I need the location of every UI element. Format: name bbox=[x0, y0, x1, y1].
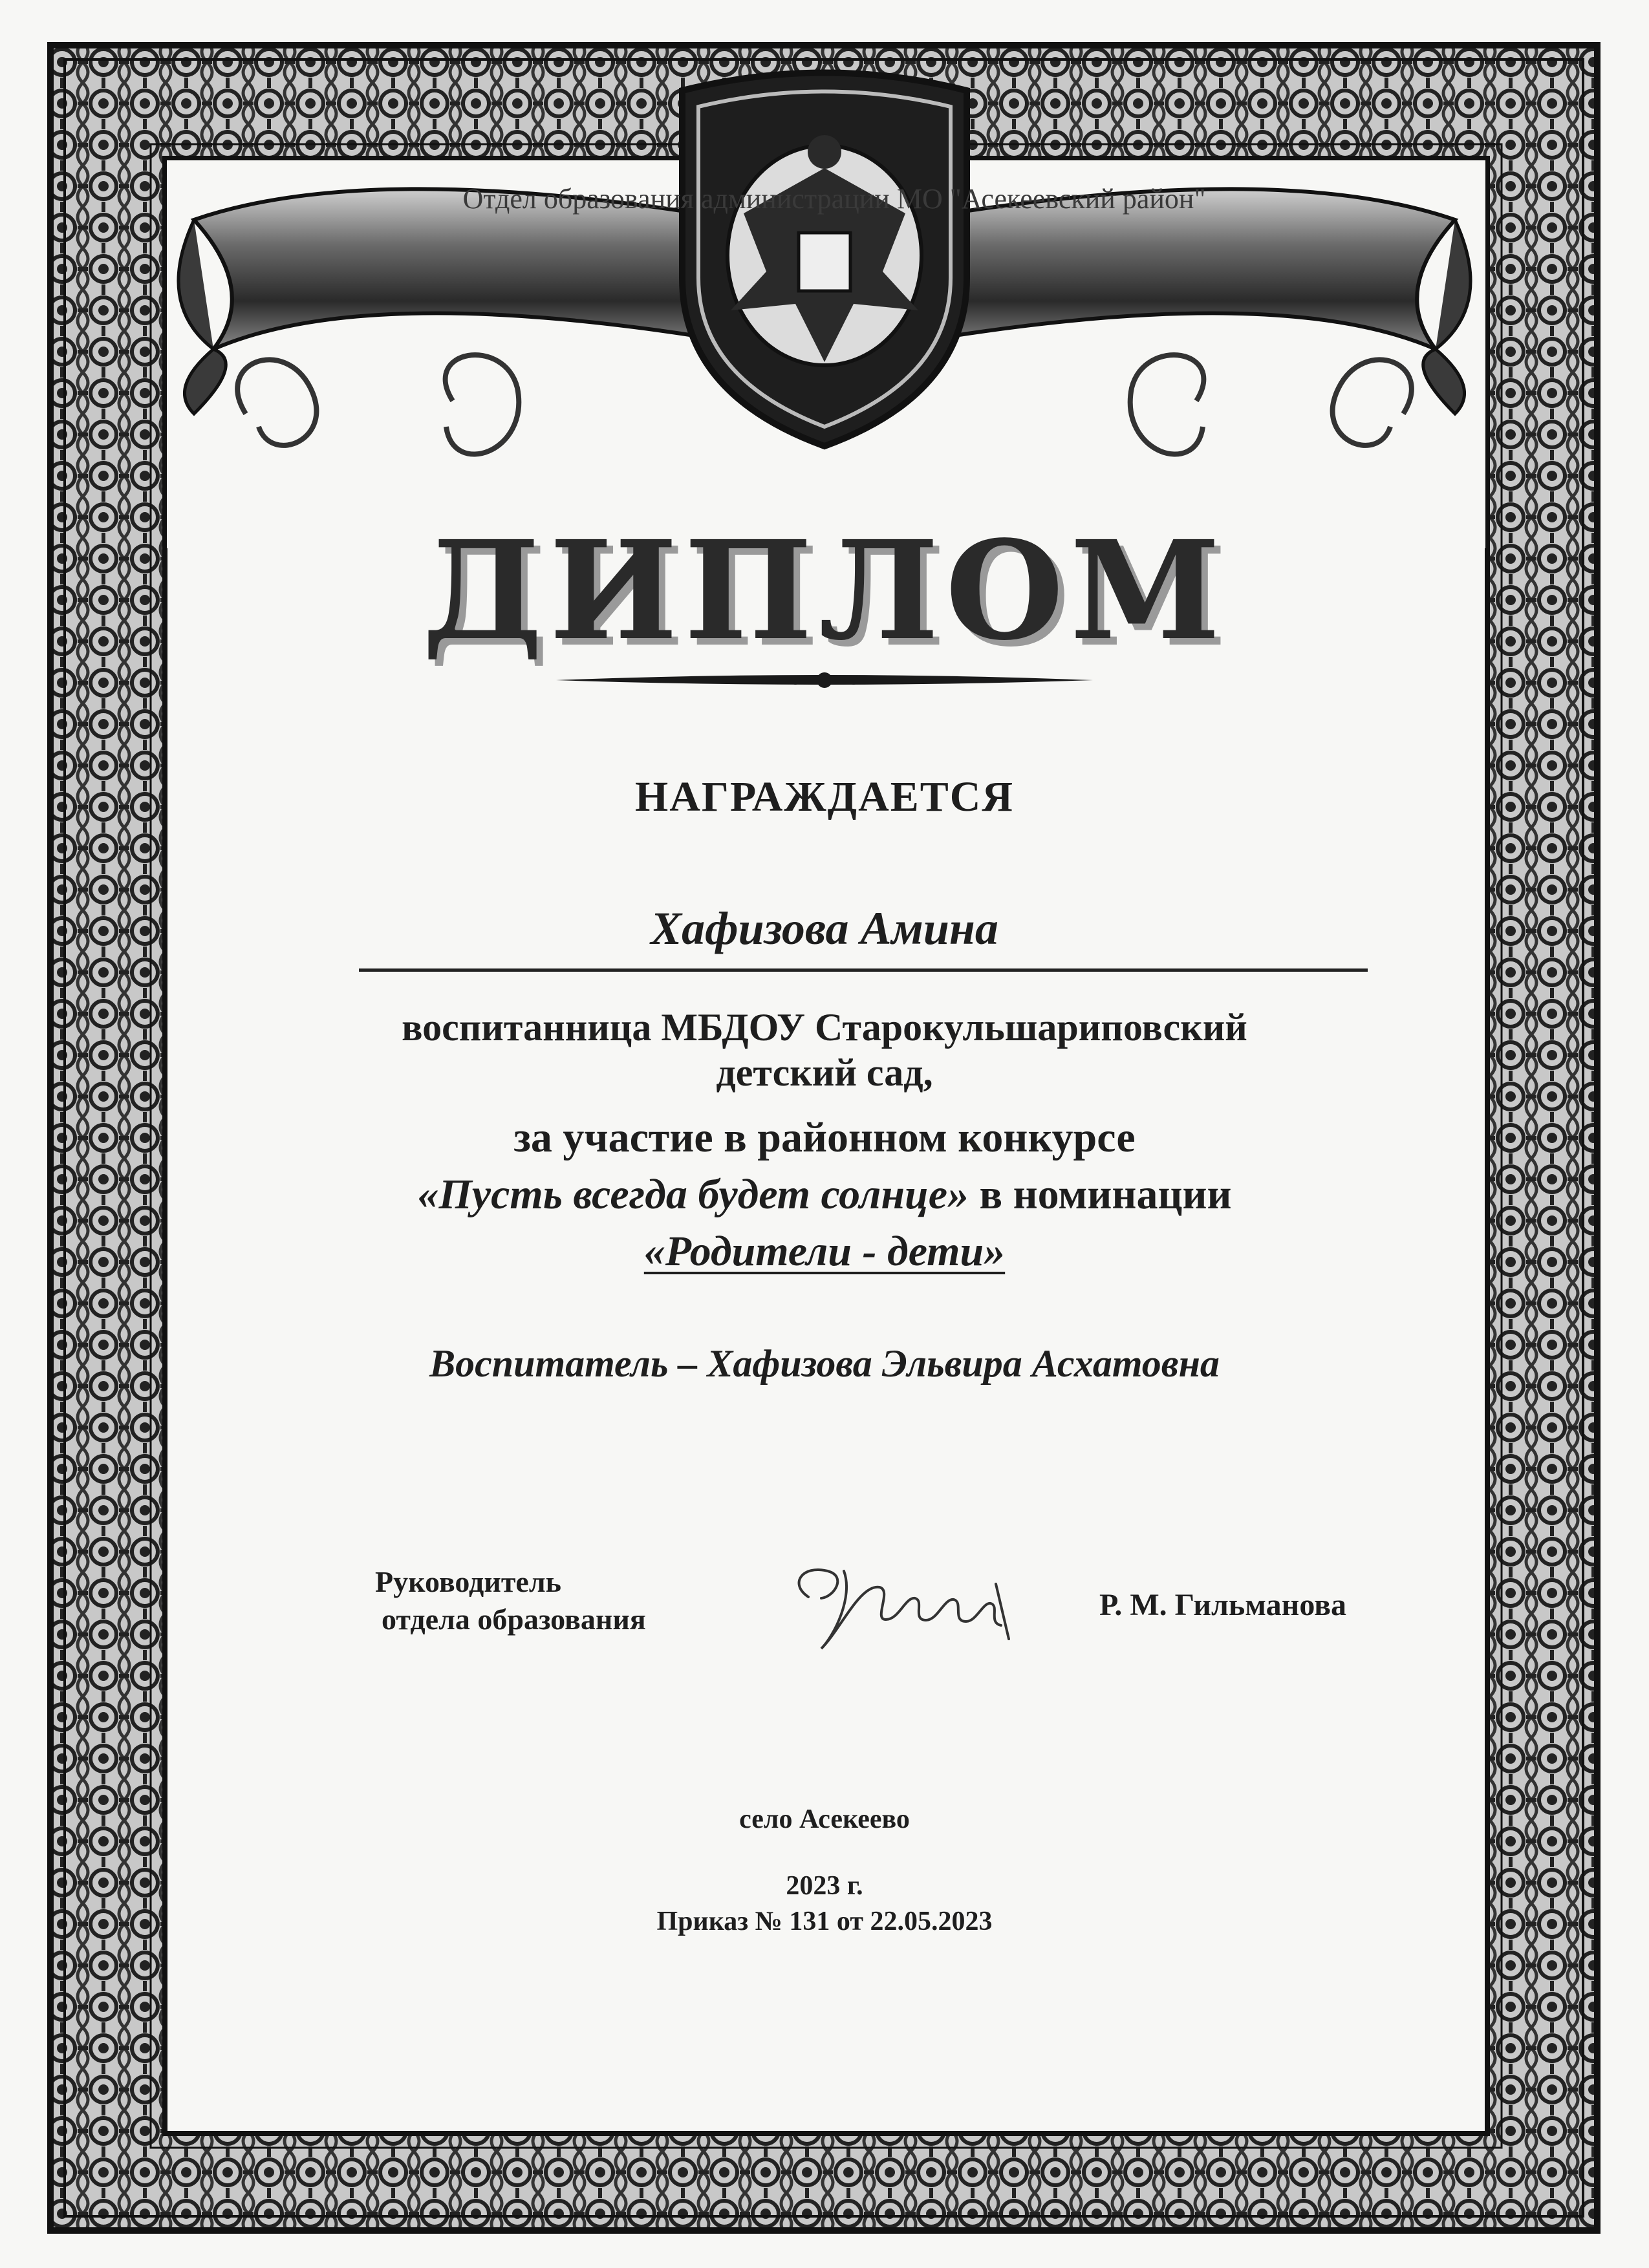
coat-of-arms-icon bbox=[682, 73, 967, 447]
issuer-header: Отдел образования администрации МО "Асекеевский район" bbox=[462, 183, 1206, 215]
teacher-line: Воспитатель – Хафизова Эльвира Асхатовна bbox=[429, 1342, 1220, 1385]
order-reference: Приказ № 131 от 22.05.2023 bbox=[656, 1907, 993, 1936]
signatory-role bbox=[375, 1563, 711, 1638]
contest-name: «Пусть всегда будет солнце» bbox=[417, 1171, 969, 1218]
description-line-4 bbox=[0, 1170, 1649, 1219]
description-line-1: воспитанница МБДОУ Старокульшариповский bbox=[402, 1006, 1247, 1049]
nomination-name: «Родители - дети» bbox=[643, 1228, 1006, 1275]
handwritten-signature bbox=[782, 1558, 1028, 1668]
signatory-role-line-2: отдела образования bbox=[382, 1603, 646, 1636]
recipient-underline bbox=[359, 968, 1368, 972]
awarded-label: НАГРАЖДАЕТСЯ bbox=[634, 773, 1015, 820]
signatory-role-line-1: Руководитель bbox=[375, 1565, 561, 1598]
year: 2023 г. bbox=[786, 1871, 863, 1901]
description-line-3: за участие в районном конкурсе bbox=[513, 1114, 1136, 1161]
signatory-name: Р. М. Гильманова bbox=[1099, 1588, 1347, 1622]
description-line-2: детский сад, bbox=[716, 1051, 933, 1094]
place: село Асекеево bbox=[739, 1804, 910, 1834]
nomination-prefix: в номинации bbox=[969, 1171, 1232, 1218]
diploma-title: ДИПЛОМ bbox=[422, 511, 1227, 670]
recipient-name: Хафизова Амина bbox=[651, 903, 998, 954]
title-flourish-divider bbox=[556, 672, 1093, 688]
